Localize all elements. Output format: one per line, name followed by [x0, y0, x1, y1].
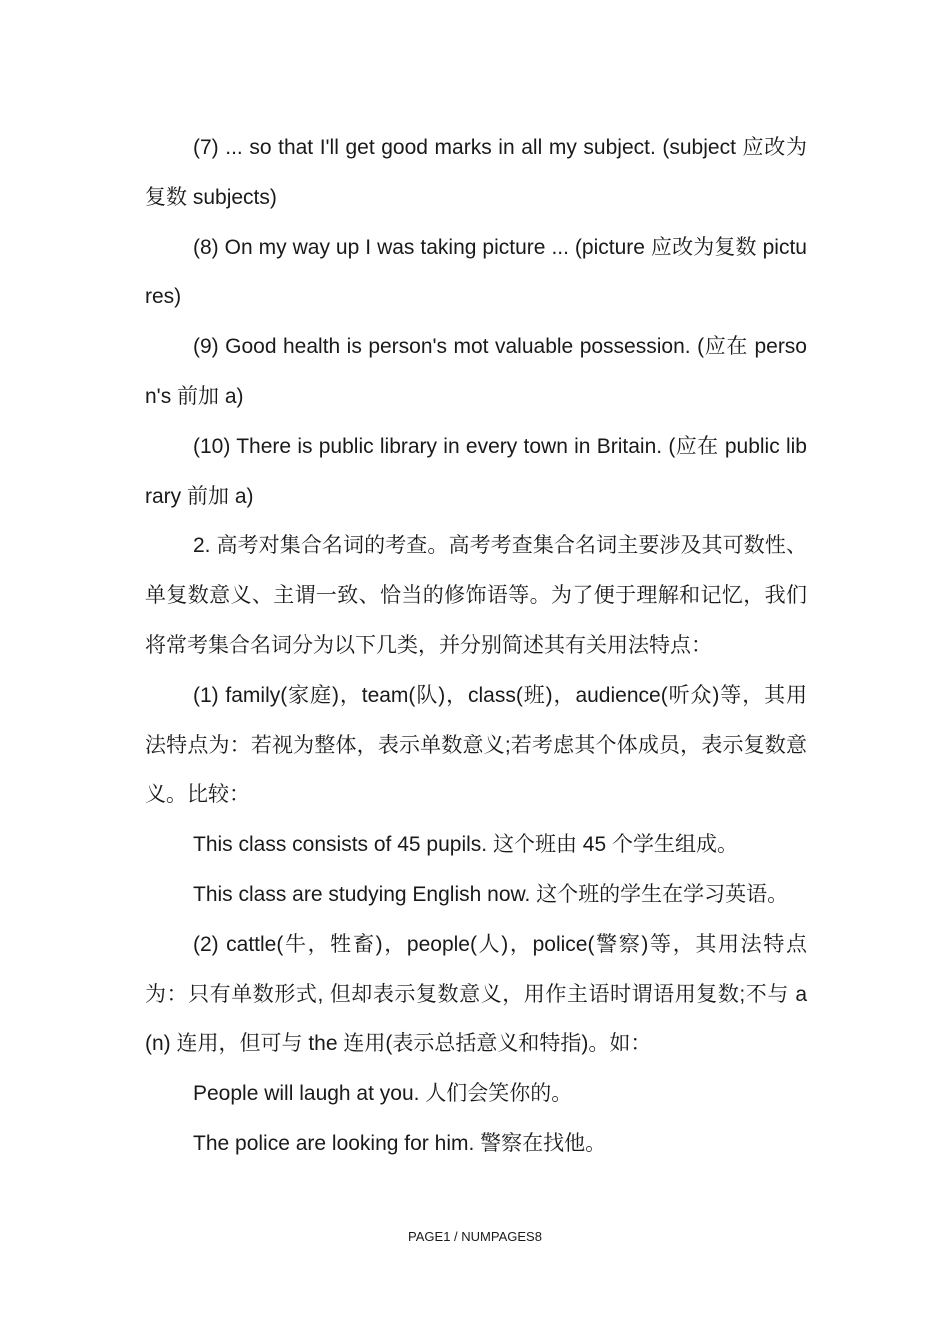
paragraph-item-8: (8) On my way up I was taking picture ... (picture 应改为复数 pictures)	[145, 235, 807, 309]
paragraph-item-9: (9) Good health is person's mot valuable possession. (应在 person's 前加 a)	[145, 335, 807, 408]
paragraph-collective-nouns-group-2: (2) cattle(牛，牲畜)，people(人)，police(警察)等，其用法特点为：只有单数形式, 但却表示复数意义，用作主语时谓语用复数;不与 a(n) 连用，但可与 the 连用(表示总括意义和特指)。如：	[145, 932, 807, 1056]
document-body	[145, 123, 807, 1169]
example-sentence-2: This class are studying English now. 这个班的学生在学习英语。	[193, 882, 789, 906]
example-sentence-1: This class consists of 45 pupils. 这个班由 45 个学生组成。	[193, 833, 738, 857]
paragraph-collective-nouns-intro: 2. 高考对集合名词的考查。高考考查集合名词主要涉及其可数性、单复数意义、主谓一致、恰当的修饰语等。为了便于理解和记忆，我们将常考集合名词分为以下几类，并分别简述其有关用法特点：	[145, 534, 807, 657]
example-sentence-3: People will laugh at you. 人们会笑你的。	[193, 1082, 573, 1106]
page-footer: PAGE1 / NUMPAGES8	[408, 1229, 542, 1244]
paragraph-collective-nouns-group-1: (1) family(家庭)，team(队)，class(班)，audience(听众)等，其用法特点为：若视为整体，表示单数意义;若考虑其个体成员，表示复数意义。比较：	[145, 683, 807, 807]
example-sentence-4: The police are looking for him. 警察在找他。	[193, 1131, 607, 1155]
paragraph-item-10: (10) There is public library in every town in Britain. (应在 public library 前加 a)	[145, 434, 807, 508]
paragraph-item-7: (7) ... so that I'll get good marks in all my subject. (subject 应改为复数 subjects)	[145, 136, 807, 209]
